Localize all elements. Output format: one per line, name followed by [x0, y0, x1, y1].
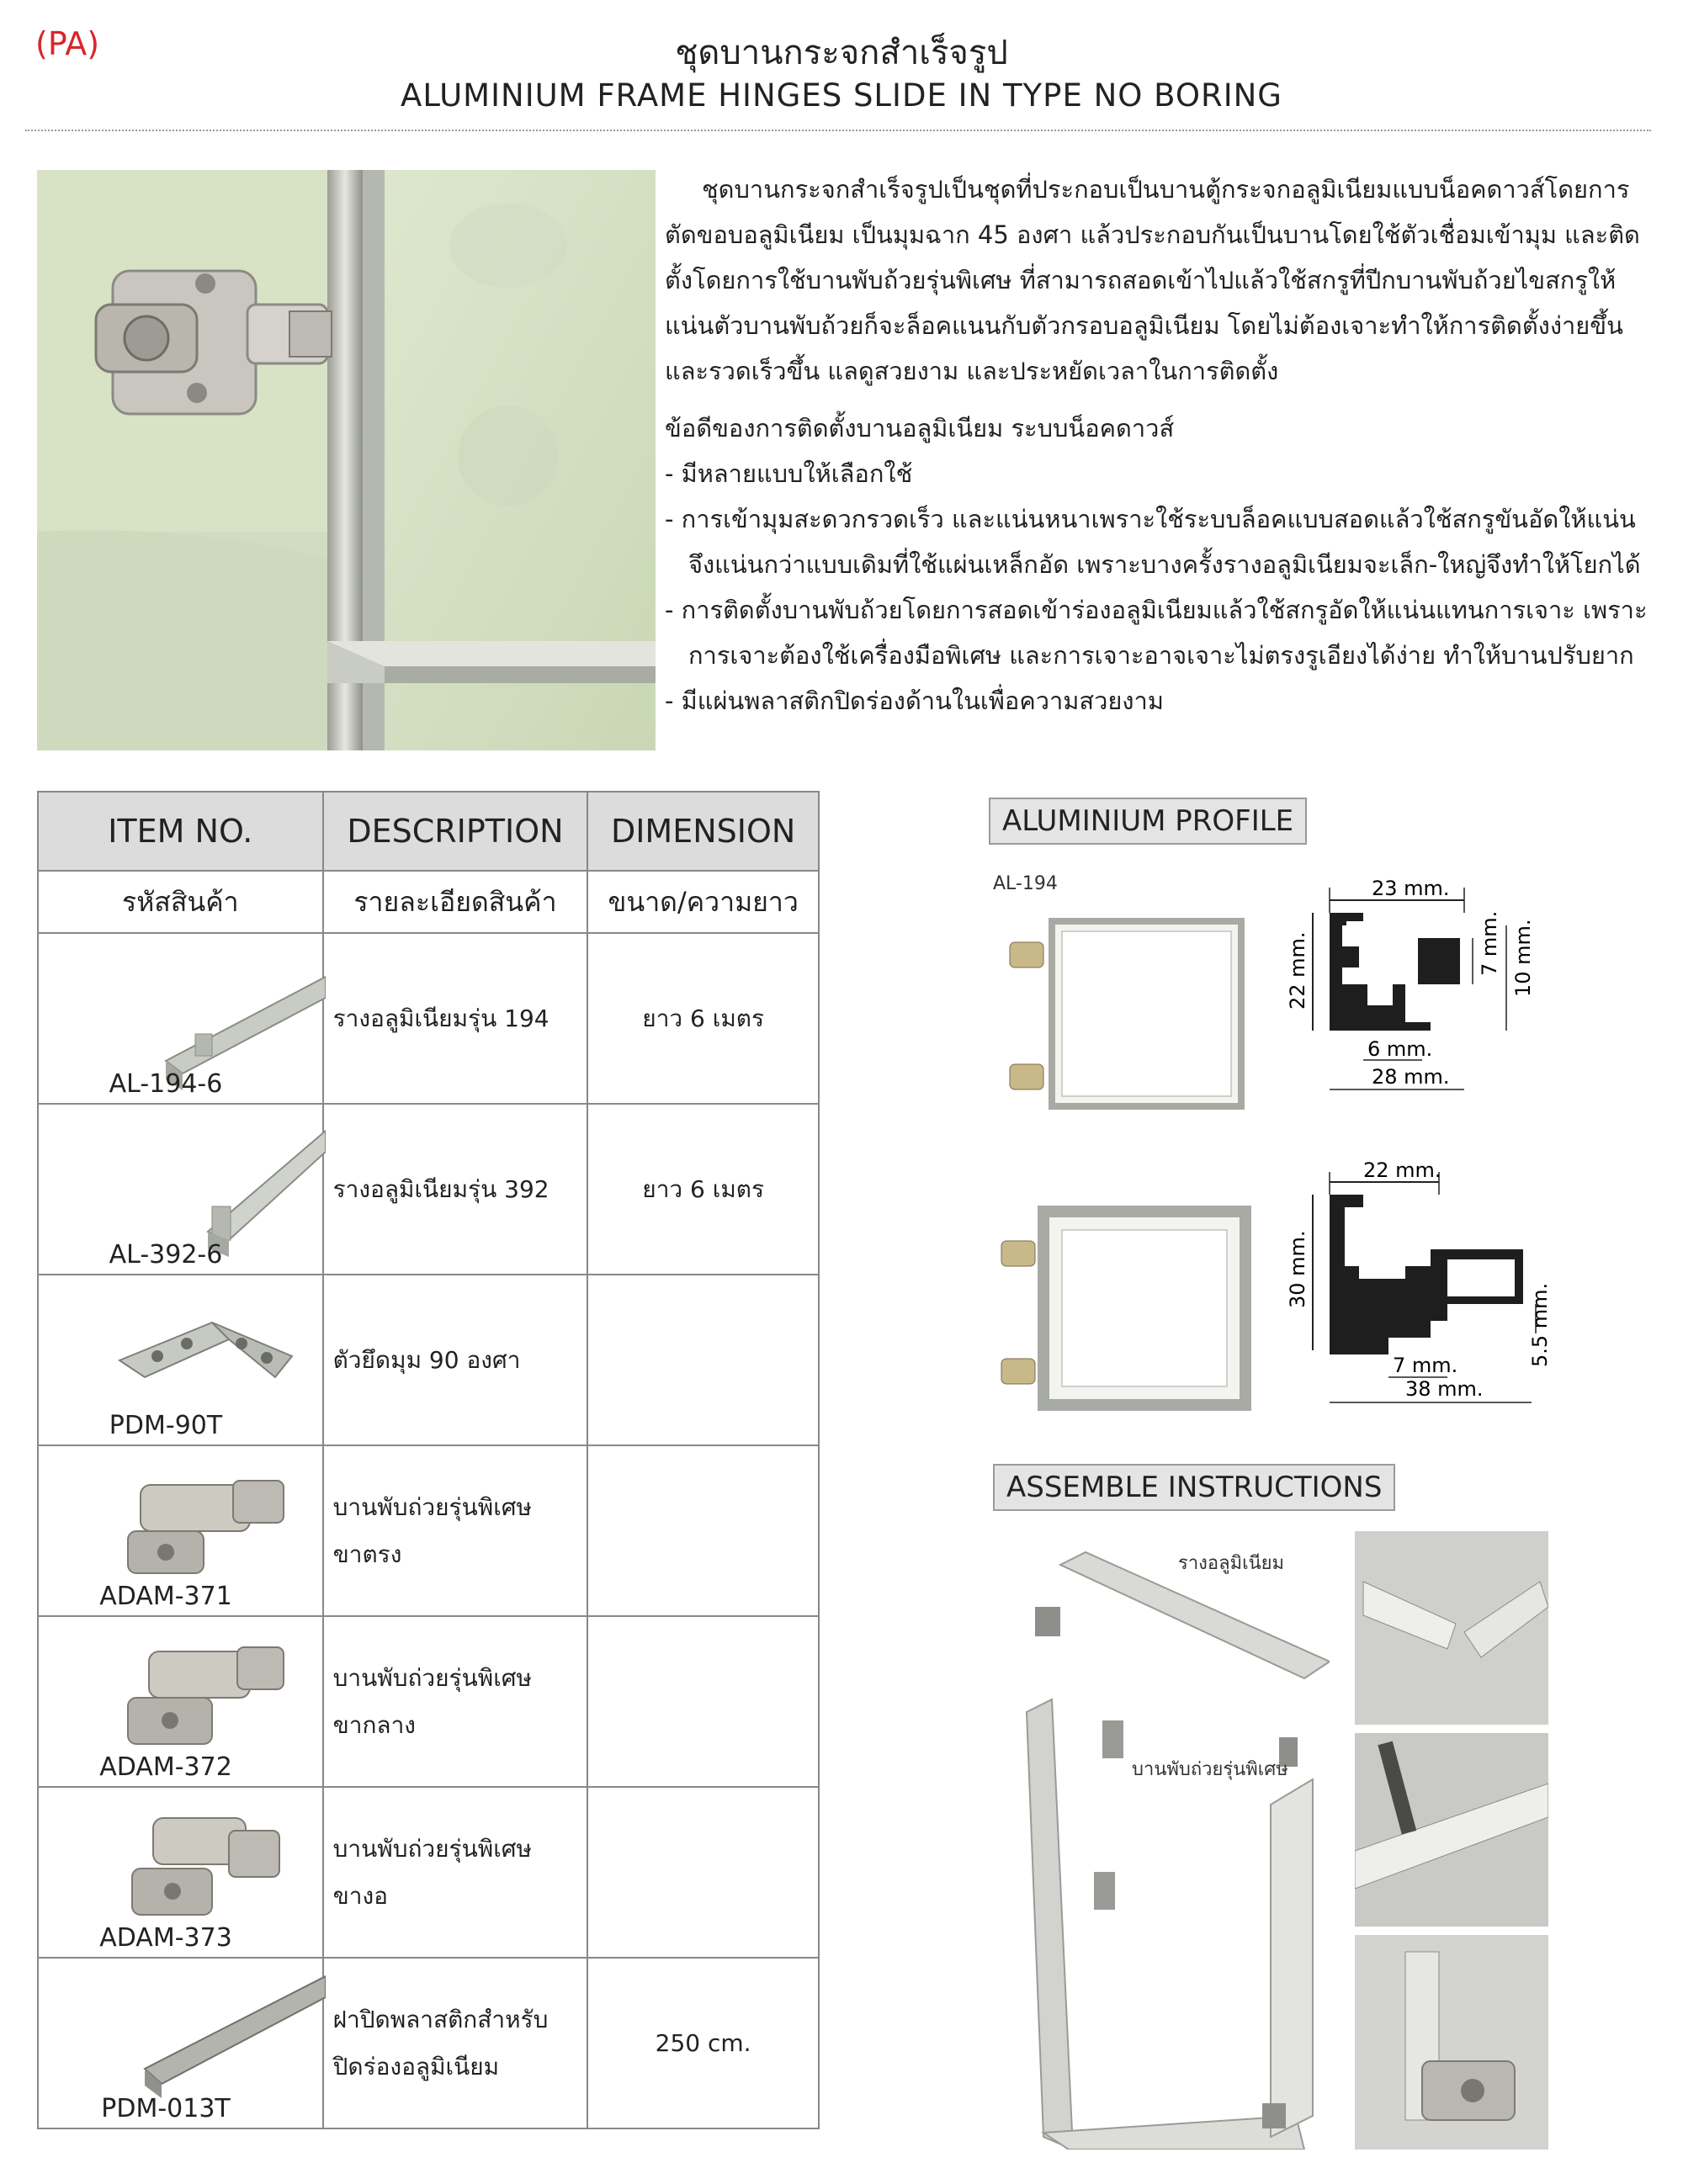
- table-row: [38, 933, 819, 1104]
- item-code: ADAM-373: [99, 1923, 232, 1953]
- advantage-item: - การเข้ามุมสะดวกรวดเร็ว และแน่นหนาเพราะใช้ระบบล็อคแบบสอดแล้วใช้สกรูขันอัดให้แน่นจึงแน่นกว่าแบบเดิมที่ใช้แผ่นเหล็กอัด เพราะบางครั้งรางอลูมิเนียมจะเล็ก-ใหญ่จึงทำให้โยกได้: [665, 505, 1641, 579]
- page-title-english: ALUMINIUM FRAME HINGES SLIDE IN TYPE NO BORING: [401, 77, 1282, 114]
- dim-label: 10 mm.: [1511, 919, 1535, 997]
- intro-text: [665, 167, 1658, 724]
- profile-section-2: [1279, 1157, 1557, 1409]
- item-description: บานพับถ่วยรุ่นพิเศษ: [332, 1663, 532, 1692]
- item-description: ฝาปิดพลาสติกสำหรับ: [332, 2005, 549, 2033]
- item-description-2: ขางอ: [332, 1881, 388, 1910]
- label-rail: รางอลูมิเนียม: [1178, 1553, 1285, 1574]
- header-description: DESCRIPTION: [323, 792, 588, 871]
- item-description: รางอลูมิเนียมรุ่น 194: [332, 1004, 549, 1032]
- item-description: บานพับถ่วยรุ่นพิเศษ: [332, 1834, 532, 1863]
- header-item-no: ITEM NO.: [38, 792, 323, 871]
- dim-label: 38 mm.: [1405, 1377, 1484, 1401]
- subheader-detail: รายละเอียดสินค้า: [323, 871, 588, 933]
- table-row: [38, 1275, 819, 1445]
- item-dimension: [587, 1787, 819, 1958]
- dim-label: 28 mm.: [1372, 1065, 1450, 1089]
- table-row: [38, 1616, 819, 1787]
- dim-label: 7 mm.: [1393, 1354, 1458, 1377]
- assembly-photo-1: [1355, 1531, 1548, 1725]
- subheader-size: ขนาด/ความยาว: [587, 871, 819, 933]
- item-description-2: ปิดร่องอลูมิเนียม: [332, 2052, 500, 2081]
- dim-label: 7 mm.: [1478, 910, 1501, 976]
- item-code: AL-392-6: [109, 1240, 223, 1270]
- dim-label: 6 mm.: [1367, 1037, 1433, 1061]
- header-dimension: DIMENSION: [587, 792, 819, 871]
- assembly-photo-3: [1355, 1935, 1548, 2150]
- item-description-2: ขากลาง: [332, 1710, 416, 1739]
- item-code: PDM-013T: [101, 2094, 231, 2123]
- item-dimension: [587, 1275, 819, 1445]
- item-dimension: 250 cm.: [587, 1958, 819, 2128]
- advantages-title: ข้อดีของการติดตั้งบานอลูมิเนียม ระบบน็อคดาวส์: [665, 414, 1175, 443]
- label-hinge: บานพับถ่วยรุ่นพิเศษ: [1132, 1759, 1288, 1780]
- page-title-thai: ชุดบานกระจกสำเร็จรูป: [675, 34, 1008, 72]
- table-row: [38, 1958, 819, 2128]
- profile-heading: ALUMINIUM PROFILE: [989, 798, 1307, 845]
- item-code: ADAM-372: [99, 1752, 232, 1782]
- item-dimension: ยาว 6 เมตร: [587, 1104, 819, 1275]
- profile-section-1: [1279, 867, 1557, 1111]
- table-row: [38, 1445, 819, 1616]
- item-code: AL-194-6: [109, 1069, 223, 1099]
- table-row: [38, 1104, 819, 1275]
- item-description-2: ขาตรง: [332, 1540, 402, 1568]
- dim-label: 5.5 mm.: [1528, 1282, 1552, 1367]
- profile-model-label: AL-194: [993, 873, 1058, 894]
- header-divider: [25, 130, 1651, 131]
- table-row: [38, 1787, 819, 1958]
- item-description: ตัวยึดมุม 90 องศา: [332, 1345, 521, 1374]
- advantage-item: - การติดตั้งบานพับถ้วยโดยการสอดเข้าร่องอลูมิเนียมแล้วใช้สกรูอัดให้แน่นแทนการเจาะ เพราะการเจาะต้องใช้เครื่องมือพิเศษ และการเจาะอาจเจาะไม่ตรงรูเอียงได้ง่าย ทำให้บานปรับยาก: [665, 596, 1648, 670]
- subheader-code: รหัสสินค้า: [38, 871, 323, 933]
- intro-paragraph: ชุดบานกระจกสำเร็จรูปเป็นชุดที่ประกอบเป็นบานตู้กระจกอลูมิเนียมแบบน็อคดาวส์โดยการตัดขอบอลูมิเนียม เป็นมุมฉาก 45 องศา แล้วประกอบกันเป็นบานโดยใช้ตัวเชื่อมเข้ามุม และติดตั้งโดยการใช้บานพับถ้วยรุ่นพิเศษ ที่สามารถสอดเข้าไปแล้วใช้สกรูที่ปีกบานพับถ้วยไขสกรูให้แน่นตัวบานพับถ้วยก็จะล็อคแนนกับตัวกรอบอลูมิเนียม โดยไม่ต้องเจาะทำให้การติดตั้งง่ายขึ้น และรวดเร็วขึ้น แลดูสวยงาม และประหยัดเวลาในการติดตั้ง: [665, 175, 1640, 385]
- frame-diagram-2: [993, 1195, 1262, 1413]
- assemble-heading: ASSEMBLE INSTRUCTIONS: [993, 1464, 1395, 1511]
- item-description: บานพับถ่วยรุ่นพิเศษ: [332, 1492, 532, 1521]
- advantage-item: - มีแผ่นพลาสติกปิดร่องด้านในเพื่อความสวยงาม: [665, 686, 1164, 715]
- item-dimension: [587, 1445, 819, 1616]
- assembly-exploded-diagram: [993, 1527, 1330, 2150]
- dim-label: 30 mm.: [1286, 1230, 1309, 1308]
- frame-diagram-1: [993, 900, 1262, 1119]
- dim-label: 22 mm.: [1286, 931, 1309, 1010]
- assembly-photo-2: [1355, 1733, 1548, 1927]
- item-description: รางอลูมิเนียมรุ่น 392: [332, 1174, 549, 1203]
- catalog-code: (PA): [35, 25, 100, 62]
- product-photo: [37, 170, 656, 750]
- item-code: PDM-90T: [109, 1411, 223, 1440]
- item-dimension: ยาว 6 เมตร: [587, 933, 819, 1104]
- dim-label: 23 mm.: [1372, 877, 1450, 900]
- items-table: [37, 791, 820, 2129]
- item-code: ADAM-371: [99, 1582, 232, 1611]
- dim-label: 22 mm.: [1363, 1158, 1441, 1182]
- item-dimension: [587, 1616, 819, 1787]
- advantage-item: - มีหลายแบบให้เลือกใช้: [665, 459, 913, 488]
